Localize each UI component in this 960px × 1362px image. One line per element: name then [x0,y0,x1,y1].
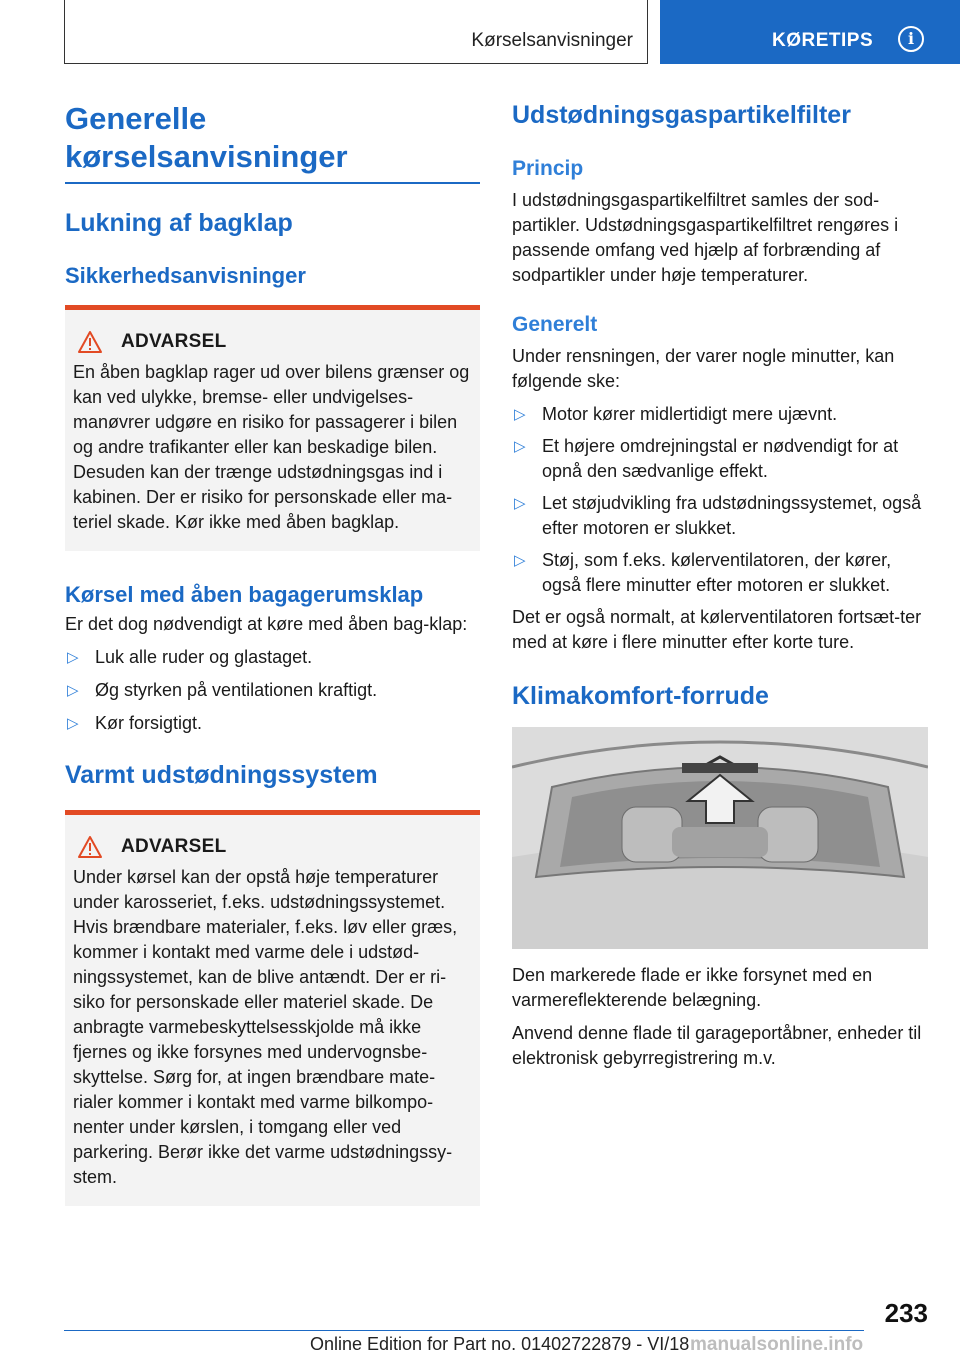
list-item [512,491,928,541]
triangle-bullet-icon: ▷ [514,552,526,569]
triangle-bullet-icon: ▷ [514,406,526,423]
watermark: manualsonline.info [690,1334,864,1355]
warning-text: En åben bagklap rager ud over bilens grænser og kan ved ulykke, bremse- eller undvigelses-manøvrer udgøre en risiko for passagerer i bilen og andre trafikanter eller kan beskadige bilen. Desuden kan der trænge udstødningsgas ind i kabinen. Der er risiko for personskade eller ma-teriel skade. Kør ikke med åben bagklap. [73,362,470,532]
list-item-text: Luk alle ruder og glastaget. [95,647,313,667]
warning-header [73,835,472,859]
page-title-line2: kørselsanvisninger [65,139,348,174]
triangle-bullet-icon: ▷ [67,682,79,699]
list-item [65,678,480,703]
footer-edition: Online Edition for Part no. 01402722879 - VI/18 [310,1334,690,1354]
header-section-title: Kørselsanvisninger [471,30,633,51]
section-title-klimakomfort: Klimakomfort-forrude [512,682,769,710]
section-title-bagklap: Lukning af bagklap [65,209,293,237]
info-icon[interactable]: i [898,26,924,52]
warning-triangle-icon [77,330,103,354]
warning-title: ADVARSEL [121,836,227,857]
list-item [512,402,928,427]
triangle-bullet-icon: ▷ [514,495,526,512]
header-section-box [64,0,648,64]
list-item [65,711,480,736]
windshield-illustration [512,727,928,949]
subsection-sikkerhed: Sikkerhedsanvisninger [65,263,306,288]
triangle-bullet-icon: ▷ [67,715,79,732]
list-item-text: Motor kører midlertidigt mere ujævnt. [542,404,838,424]
right-column [512,100,928,1071]
section-title-udstoedning: Varmt udstødningssystem [65,761,378,789]
triangle-bullet-icon: ▷ [67,649,79,666]
section-title-partikelfilter: Udstødningsgaspartikelfilter [512,101,851,129]
list-item [512,434,928,484]
paragraph-klimakomfort-1: Den markerede flade er ikke forsynet med en varmereflekterende belægning. [512,965,873,1010]
list-aaben-klap [65,645,480,736]
page-title [65,100,480,176]
header-tab[interactable] [660,0,960,64]
warning-box-bagklap [65,305,480,551]
subsection-aaben-bagagerumsklap: Kørsel med åben bagagerumsklap [65,582,424,607]
list-generelt [512,402,928,598]
warning-title: ADVARSEL [121,331,227,352]
paragraph-generelt-after: Det er også normalt, at kølerventilatoren fortsæt-ter med at køre i flere minutter efter korte ture. [512,607,922,652]
windshield-drawing [512,727,928,949]
warning-triangle-icon [77,835,103,859]
list-item [65,645,480,670]
footer-divider [64,1330,864,1331]
triangle-bullet-icon: ▷ [514,438,526,455]
list-item-text: Øg styrken på ventilationen kraftigt. [95,680,378,700]
paragraph-klimakomfort-2: Anvend denne flade til garageportåbner, enheder til elektronisk gebyrregistrering m.v. [512,1023,922,1068]
page-title-line1: Generelle [65,101,207,136]
list-item-text: Let støjudvikling fra udstødningssystemet, også efter motoren er slukket. [542,493,922,538]
warning-box-udstoedning [65,810,480,1206]
warning-header [73,330,472,354]
list-item [512,548,928,598]
left-column [65,100,480,1206]
subsection-generelt: Generelt [512,313,598,336]
subsection-princip: Princip [512,157,584,180]
list-item-text: Et højere omdrejningstal er nødvendigt for at opnå den sædvanlige effekt. [542,436,899,481]
list-item-text: Støj, som f.eks. kølerventilatoren, der kører, også flere minutter efter motoren er slukket. [542,550,892,595]
title-divider [65,182,480,184]
warning-text: Under kørsel kan der opstå høje temperaturer under karosseriet, f.eks. udstødningssystemet. Hvis brændbare materialer, f.eks. løv eller græs, kommer i kontakt med varme dele i udstød-ningssystemet, kan de blive antændt. Der er ri-siko for personskade eller materiel skade. De anbragte varmebeskyttelsesskjolde må ikke fjernes og ikke forsynes med undervognsbe-skyttelse. Sørg for, at ingen brændbare mate-rialer kommer i kontakt med varme bilkompo-nenter under kørslen, i tomgang eller ved parkering. Berør ikke det varme udstødningssy-stem. [73,867,458,1187]
paragraph-princip: I udstødningsgaspartikelfiltret samles der sod-partikler. Udstødningsgaspartikelfiltret rengøres i passende omfang ved hjælp af forbrænding af sodpartikler under høje temperaturer. [512,190,899,285]
header-tab-label: KØRETIPS [772,30,874,51]
paragraph-aaben-klap: Er det dog nødvendigt at køre med åben bag-klap: [65,614,468,634]
paragraph-generelt: Under rensningen, der varer nogle minutter, kan følgende ske: [512,346,895,391]
page-number: 233 [884,1298,928,1328]
list-item-text: Kør forsigtigt. [95,713,203,733]
